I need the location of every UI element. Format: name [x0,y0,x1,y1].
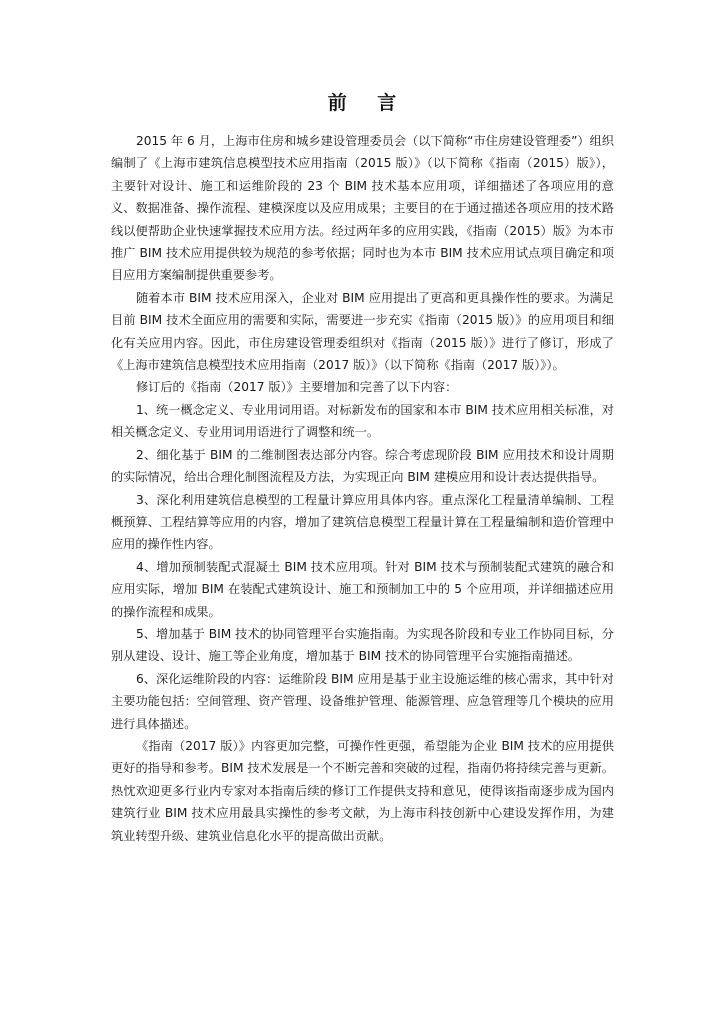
paragraph-revision-purpose: 随着本市 BIM 技术应用深入，企业对 BIM 应用提出了更高和更具操作性的要求。为满足目前 BIM 技术全面应用的需要和实际，需要进一步充实《指南（2015 版）》的应用项目和细化有关应用内容。因此，市住房建设管理委组织对《指南（2015 版）》进行了修订，形成了《上海市建筑信息模型技术应用指南（2017 版）》（以下简称《指南（2017 版）》）。 [111,290,614,373]
list-item-4: 4、增加预制装配式混凝土 BIM 技术应用项。针对 BIM 技术与预制装配式建筑的融合和应用实际，增加 BIM 在装配式建筑设计、施工和预制加工中的 5 个应用项，并详细描述应用的操作流程和成果。 [111,559,614,619]
list-item-3: 3、深化利用建筑信息模型的工程量计算应用具体内容。重点深化工程量清单编制、工程概预算、工程结算等应用的内容，增加了建筑信息模型工程量计算在工程量编制和造价管理中应用的操作性内容。 [111,492,614,552]
document-body [111,130,614,847]
paragraph-background: 2015 年 6 月，上海市住房和城乡建设管理委员会（以下简称“市住房建设管理委”）组织编制了《上海市建筑信息模型技术应用指南（2015 版）》（以下简称《指南（2015）版》），主要针对设计、施工和运维阶段的 23 个 BIM 技术基本应用项，详细描述了各项应用的意义、数据准备、操作流程、建模深度以及应用成果；主要目的在于通过描述各项应用的技术路线以便帮助企业快速掌握技术应用方法。经过两年多的应用实践，《指南（2015）版》为本市推广 BIM 技术应用提供较为规范的参考依据；同时也为本市 BIM 技术应用试点项目确定和项目应用方案编制提供重要参考。 [111,134,614,283]
paragraph-revision-intro: 修订后的《指南（2017 版）》主要增加和完善了以下内容： [136,380,458,395]
list-item-2: 2、细化基于 BIM 的二维制图表达部分内容。综合考虑现阶段 BIM 应用技术和设计周期的实际情况，给出合理化制图流程及方法，为实现正向 BIM 建模应用和设计表达提供指导。 [111,447,614,485]
list-item-1: 1、统一概念定义、专业用词用语。对标新发布的国家和本市 BIM 技术应用相关标准，对相关概念定义、专业用词用语进行了调整和统一。 [111,402,614,440]
page-title: 前 言 [327,92,409,114]
list-item-5: 5、增加基于 BIM 技术的协同管理平台实施指南。为实现各阶段和专业工作协同目标，分别从建设、设计、施工等企业角度，增加基于 BIM 技术的协同管理平台实施指南描述。 [111,626,614,664]
list-item-6: 6、深化运维阶段的内容：运维阶段 BIM 应用是基于业主设施运维的核心需求，其中针对主要功能包括：空间管理、资产管理、设备维护管理、能源管理、应急管理等几个模块的应用进行具体描述。 [111,671,614,731]
paragraph-closing: 《指南（2017 版）》内容更加完整，可操作性更强，希望能为企业 BIM 技术的应用提供更好的指导和参考。BIM 技术发展是一个不断完善和突破的过程，指南仍将持续完善与更新。热忱欢迎更多行业内专家对本指南后续的修订工作提供支持和意见，使得该指南逐步成为国内建筑行业 BIM 技术应用最具实操性的参考文献，为上海市科技创新中心建设发挥作用，为建筑业转型升级、建筑业信息化水平的提高做出贡献。 [111,738,614,843]
